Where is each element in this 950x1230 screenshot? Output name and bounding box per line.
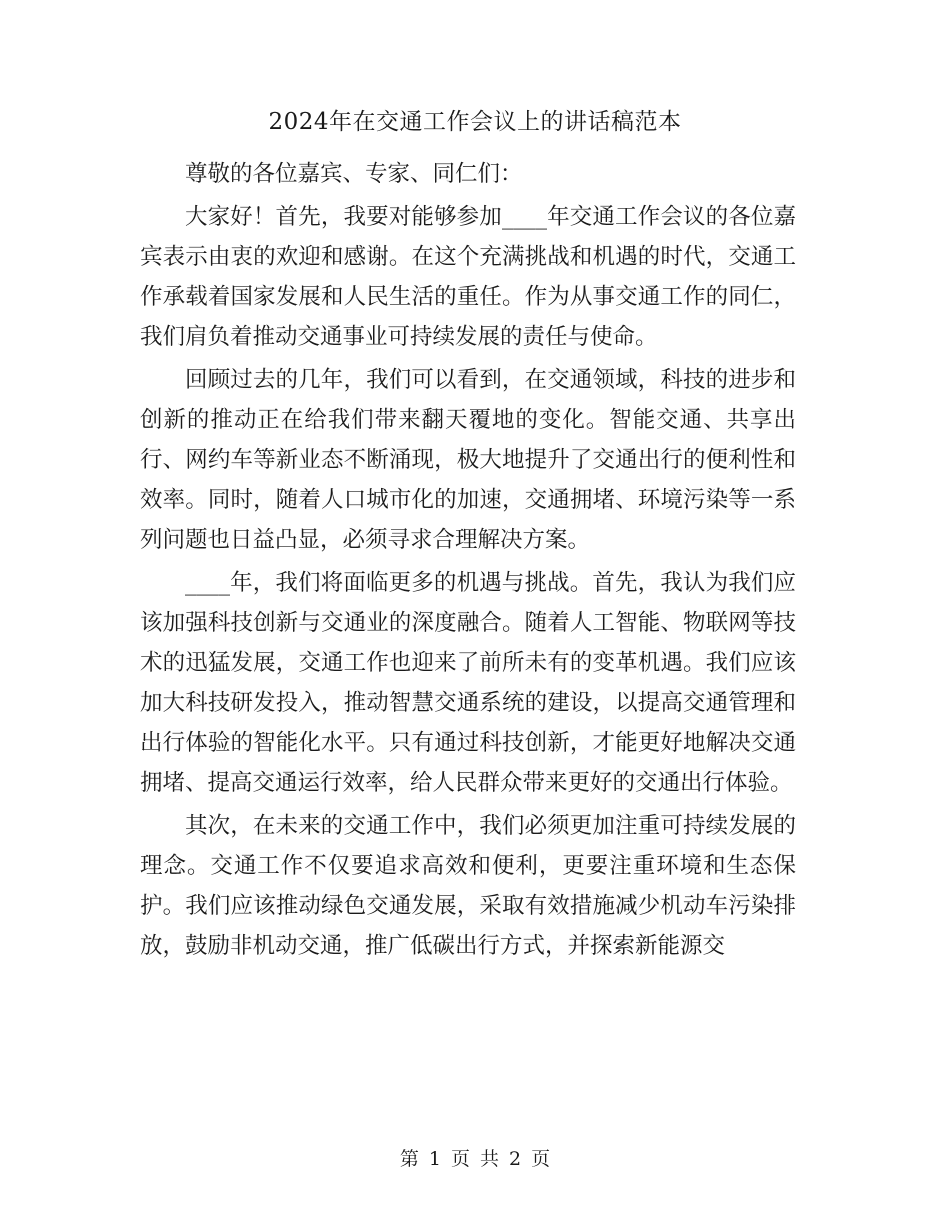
paragraph-3: ____年，我们将面临更多的机遇与挑战。首先，我认为我们应该加强科技创新与交通业的深度融合。随着人工智能、物联网等技术的迅猛发展，交通工作也迎来了前所未有的变革机遇。我们应该加大科技研发投入，推动智慧交通系统的建设，以提高交通管理和出行体验的智能化水平。只有通过科技创新，才能更好地解决交通拥堵、提高交通运行效率，给人民群众带来更好的交通出行体验。 bbox=[140, 570, 796, 796]
salutation: 尊敬的各位嘉宾、专家、同仁们： bbox=[185, 161, 523, 187]
paragraph-4: 其次，在未来的交通工作中，我们必须更加注重可持续发展的理念。交通工作不仅要追求高效和便利，更要注重环境和生态保护。我们应该推动绿色交通发展，采取有效措施减少机动车污染排放，鼓励非机动交通，推广低碳出行方式，并探索新能源交 bbox=[140, 813, 796, 959]
paragraph-1: 大家好！首先，我要对能够参加____年交通工作会议的各位嘉宾表示由衷的欢迎和感谢。在这个充满挑战和机遇的时代，交通工作承载着国家发展和人民生活的重任。作为从事交通工作的同仁，我们肩负着推动交通事业可持续发展的责任与使命。 bbox=[140, 204, 796, 350]
document-body bbox=[140, 154, 796, 969]
document-title: 2024年在交通工作会议上的讲话稿范本 bbox=[268, 109, 682, 135]
page-number-footer: 第 1 页 共 2 页 bbox=[399, 1148, 551, 1170]
paragraph-2: 回顾过去的几年，我们可以看到，在交通领域，科技的进步和创新的推动正在给我们带来翻天覆地的变化。智能交通、共享出行、网约车等新业态不断涌现，极大地提升了交通出行的便利性和效率。同时，随着人口城市化的加速，交通拥堵、环境污染等一系列问题也日益凸显，必须寻求合理解决方案。 bbox=[140, 367, 796, 553]
